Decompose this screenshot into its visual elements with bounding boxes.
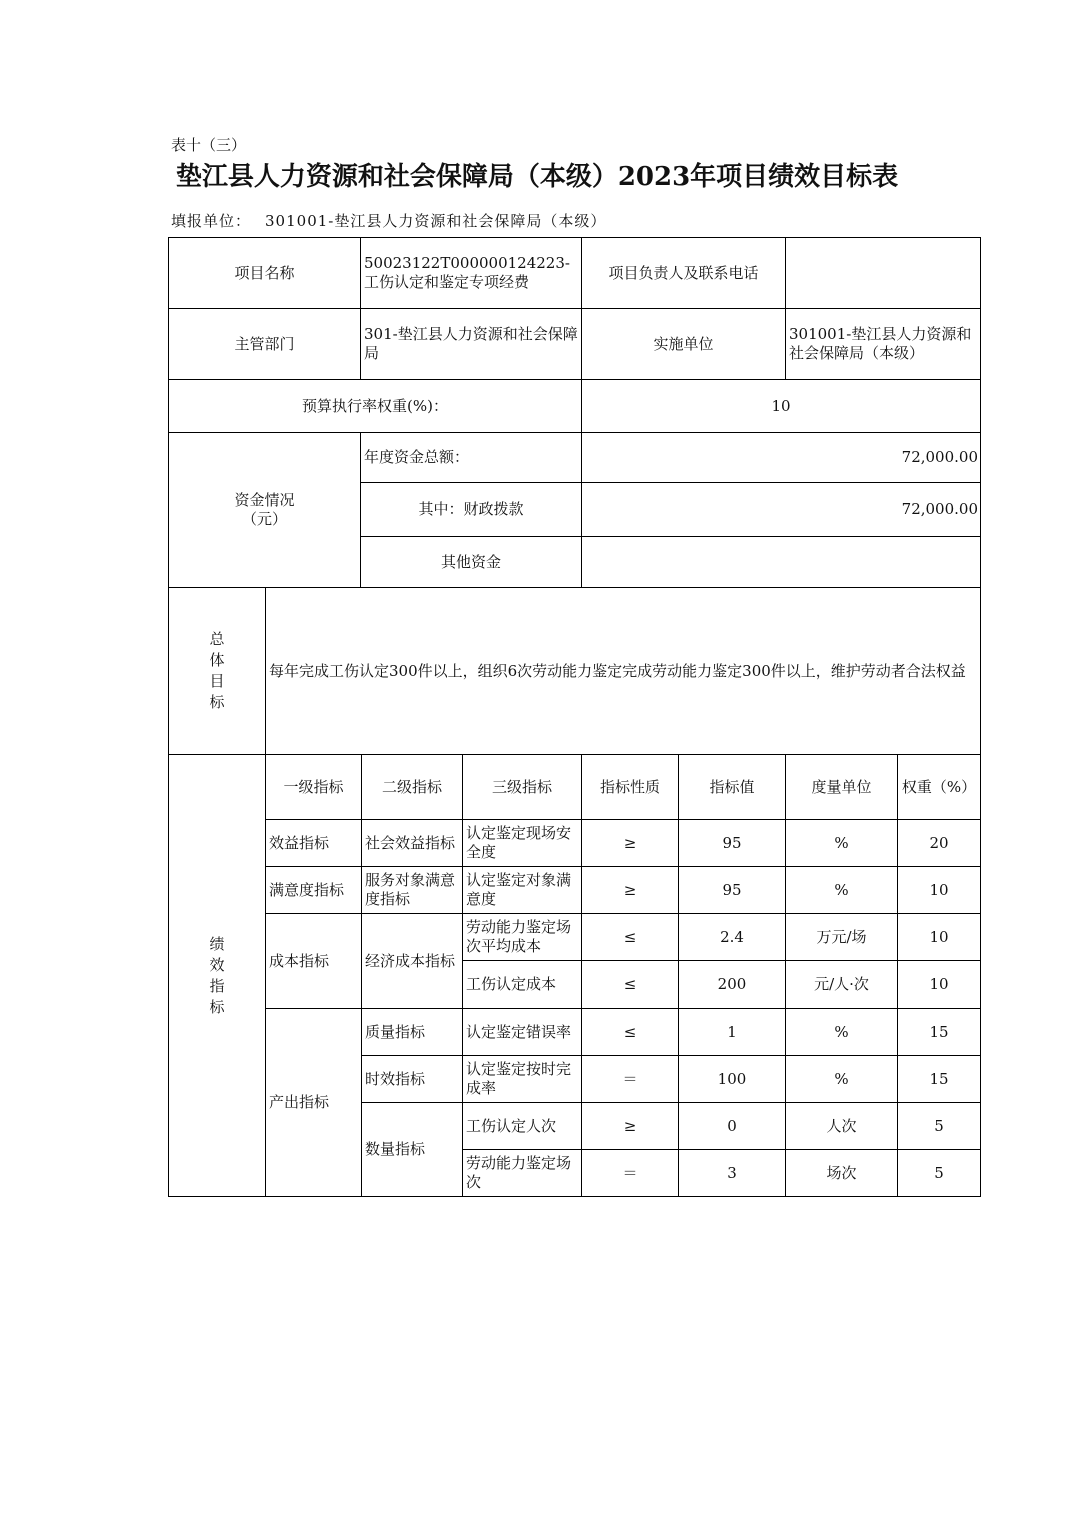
contact-value [785,237,981,309]
nature-row-3: ≤ [581,960,679,1009]
l3-row-6: 工伤认定人次 [462,1102,582,1150]
value-row-6: 0 [678,1102,786,1150]
level2-economic-cost: 经济成本指标 [361,913,463,1009]
level2-quantity: 数量指标 [361,1102,463,1197]
table-tag: 表十（三） [171,136,247,154]
level2-quality: 质量指标 [361,1008,463,1056]
goal-text: 每年完成工伤认定300件以上，组织6次劳动能力鉴定完成劳动能力鉴定300件以上，维护劳动者合法权益 [265,587,981,755]
value-row-1: 95 [678,866,786,914]
unit-row-4: % [785,1008,898,1056]
weight-row-7: 5 [897,1149,981,1197]
unit-row-5: % [785,1055,898,1103]
level1-benefit: 效益指标 [265,819,362,867]
funds-other-label: 其他资金 [360,536,582,588]
header-value: 指标值 [678,754,786,820]
level1-output: 产出指标 [265,1008,362,1197]
value-row-7: 3 [678,1149,786,1197]
indicators-label-text: 绩效指标 [209,934,225,1016]
funds-label [168,432,361,588]
nature-row-4: ≤ [581,1008,679,1056]
l3-row-3: 工伤认定成本 [462,960,582,1009]
l3-row-1: 认定鉴定对象满意度 [462,866,582,914]
contact-label: 项目负责人及联系电话 [581,237,786,309]
l3-row-4: 认定鉴定错误率 [462,1008,582,1056]
unit-row-7: 场次 [785,1149,898,1197]
funds-fiscal-label: 其中：财政拨款 [360,482,582,537]
level1-satisfaction: 满意度指标 [265,866,362,914]
header-level3: 三级指标 [462,754,582,820]
unit-row-0: % [785,819,898,867]
header-level1: 一级指标 [265,754,362,820]
value-row-0: 95 [678,819,786,867]
weight-row-6: 5 [897,1102,981,1150]
value-row-2: 2.4 [678,913,786,961]
funds-fiscal-value: 72,000.00 [581,482,981,537]
funds-label-text: 资金情况（元） [234,491,295,528]
project-name-label: 项目名称 [168,237,361,309]
nature-row-0: ≥ [581,819,679,867]
weight-row-4: 15 [897,1008,981,1056]
dept-label: 主管部门 [168,308,361,380]
weight-row-5: 15 [897,1055,981,1103]
weight-row-1: 10 [897,866,981,914]
dept-value: 301-垫江县人力资源和社会保障局 [360,308,582,380]
funds-total-label: 年度资金总额： [360,432,582,483]
level2-timeliness: 时效指标 [361,1055,463,1103]
page-title: 垫江县人力资源和社会保障局（本级）2023年项目绩效目标表 [175,162,899,192]
reporting-unit-label: 填报单位： [171,212,252,230]
weight-row-0: 20 [897,819,981,867]
funds-other-value [581,536,981,588]
value-row-3: 200 [678,960,786,1009]
value-row-5: 100 [678,1055,786,1103]
unit-row-1: % [785,866,898,914]
level2-social-benefit: 社会效益指标 [361,819,463,867]
nature-row-2: ≤ [581,913,679,961]
reporting-unit [171,210,606,231]
level2-service-satisfaction: 服务对象满意度指标 [361,866,463,914]
value-row-4: 1 [678,1008,786,1056]
level1-cost: 成本指标 [265,913,362,1009]
impl-value: 301001-垫江县人力资源和社会保障局（本级） [785,308,981,380]
project-name-value: 50023122T000000124223-工伤认定和鉴定专项经费 [360,237,582,309]
header-unit: 度量单位 [785,754,898,820]
nature-row-7: ＝ [581,1149,679,1197]
impl-label: 实施单位 [581,308,786,380]
header-level2: 二级指标 [361,754,463,820]
l3-row-7: 劳动能力鉴定场次 [462,1149,582,1197]
weight-row-3: 10 [897,960,981,1009]
l3-row-2: 劳动能力鉴定场次平均成本 [462,913,582,961]
nature-row-6: ≥ [581,1102,679,1150]
weight-row-2: 10 [897,913,981,961]
nature-row-5: ＝ [581,1055,679,1103]
goal-label-text: 总体目标 [209,630,225,711]
unit-row-3: 元/人·次 [785,960,898,1009]
indicators-label [168,754,266,1197]
l3-row-0: 认定鉴定现场安全度 [462,819,582,867]
header-weight: 权重（%） [897,754,981,820]
nature-row-1: ≥ [581,866,679,914]
goal-label [168,587,266,755]
budget-weight-value: 10 [581,379,981,433]
unit-row-2: 万元/场 [785,913,898,961]
funds-total-value: 72,000.00 [581,432,981,483]
reporting-unit-value: 301001-垫江县人力资源和社会保障局（本级） [265,212,607,230]
header-nature: 指标性质 [581,754,679,820]
l3-row-5: 认定鉴定按时完成率 [462,1055,582,1103]
budget-weight-label: 预算执行率权重(%)： [168,379,582,433]
unit-row-6: 人次 [785,1102,898,1150]
